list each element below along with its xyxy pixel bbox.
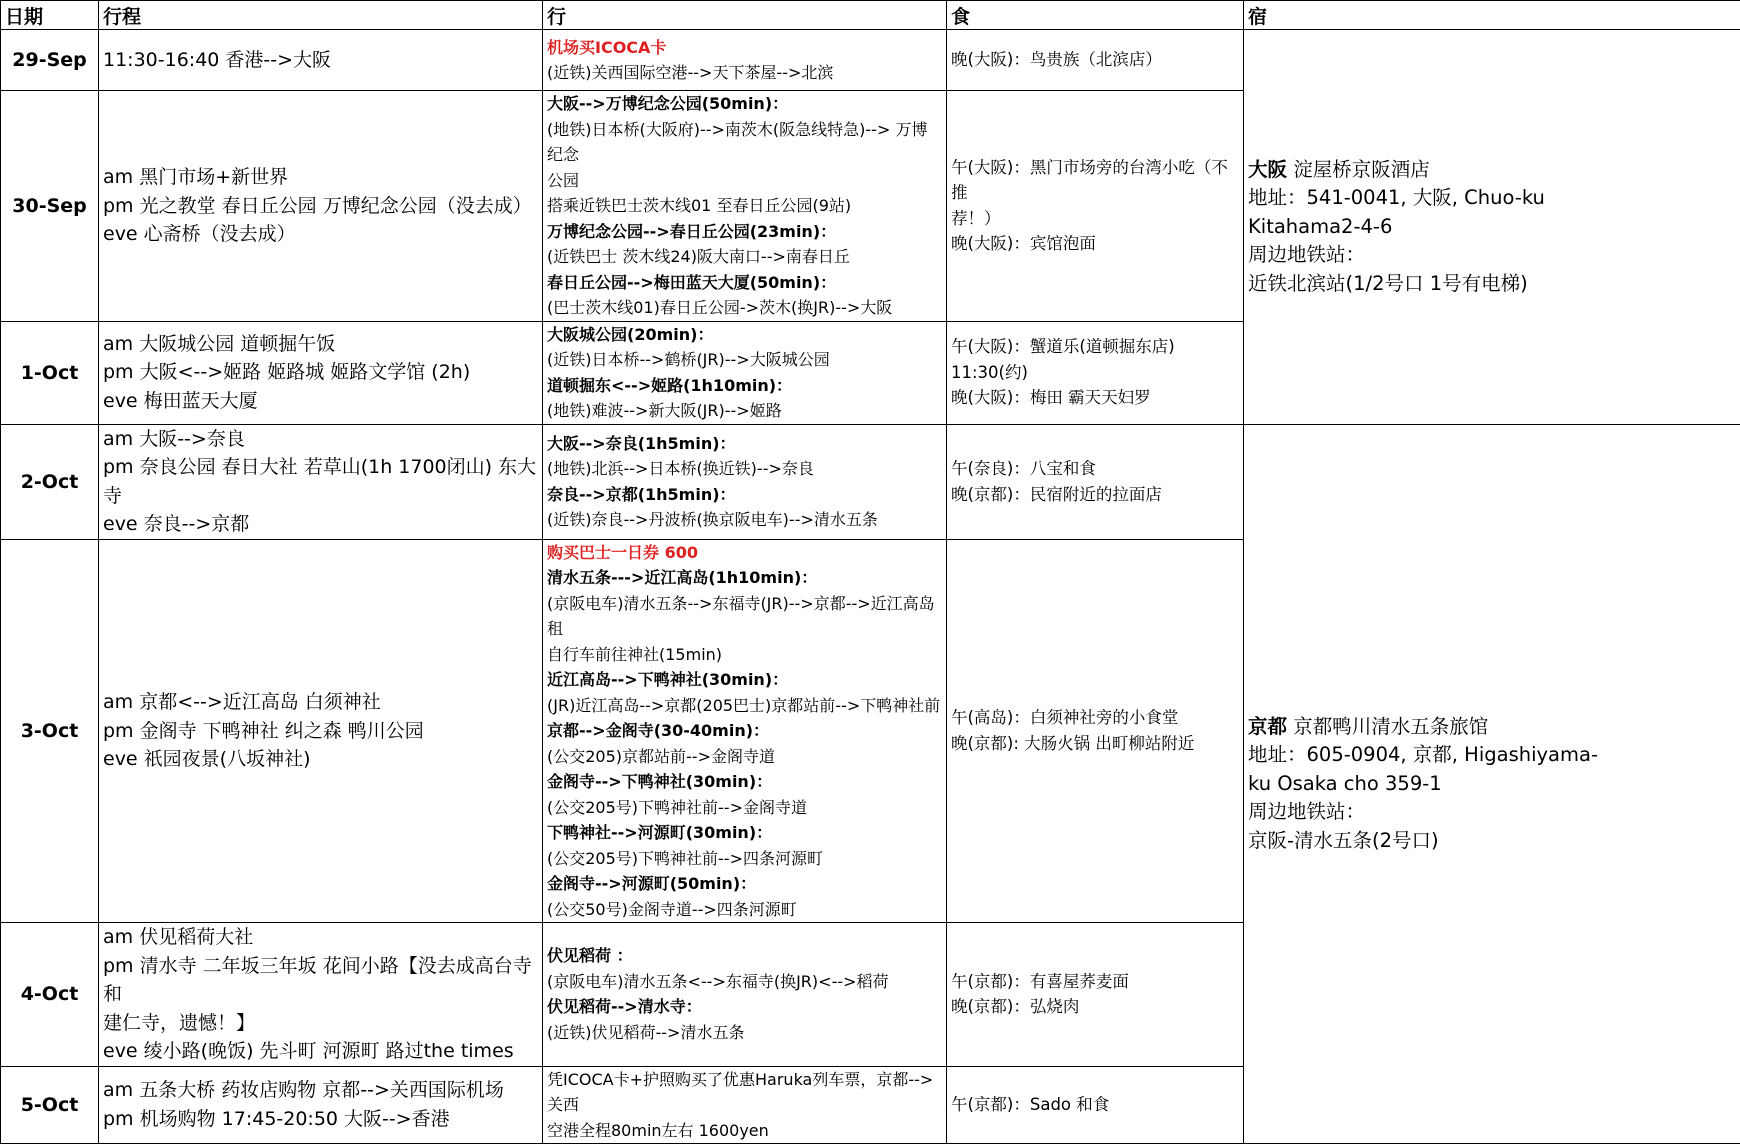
hotel-detail-line: 周边地铁站：: [1248, 241, 1736, 270]
route-heading: 道顿掘东<-->姬路(1h10min)：: [547, 373, 942, 399]
hotel-title: [1248, 156, 1736, 185]
route-detail: (地铁)难波-->新大阪(JR)-->姬路: [547, 398, 942, 424]
stay-cell-kyoto: [1244, 424, 1740, 1144]
transit-cell: [543, 30, 947, 91]
cell-line: pm 奈良公园 春日大社 若草山(1h 1700闭山) 东大寺: [103, 453, 538, 510]
route-detail: (近铁巴士 茨木线24)阪大南口-->南春日丘: [547, 244, 942, 270]
hotel-title: [1248, 713, 1736, 742]
table-row: [1, 424, 1740, 539]
route-detail: (京阪电车)清水五条<-->东福寺(换JR)<-->稻荷: [547, 969, 942, 995]
hotel-name: 京都鸭川清水五条旅馆: [1293, 715, 1488, 738]
hotel-detail-line: 地址：605-0904, 京都, Higashiyama-: [1248, 741, 1736, 770]
date-cell: 3-Oct: [1, 539, 99, 923]
plan-cell: [99, 321, 543, 424]
hotel-city: 京都: [1248, 715, 1287, 738]
cell-line: 晚(大阪)：鸟贵族（北滨店）: [951, 47, 1239, 73]
date-cell: 5-Oct: [1, 1066, 99, 1144]
cell-line: 晚(大阪)：梅田 霸天天妇罗: [951, 385, 1239, 411]
food-cell: [947, 30, 1244, 91]
food-cell: [947, 923, 1244, 1067]
route-detail: (地铁)日本桥(大阪府)-->南茨木(阪急线特急)--> 万博纪念: [547, 117, 942, 168]
transit-cell: [543, 91, 947, 322]
hotel-detail-line: ku Osaka cho 359-1: [1248, 770, 1736, 799]
cell-line: eve 心斋桥（没去成）: [103, 220, 538, 249]
highlight-note: 购买巴士一日券 600: [547, 540, 942, 566]
route-detail: (巴士茨木线01)春日丘公园->茨木(换JR)-->大阪: [547, 295, 942, 321]
plan-cell: [99, 91, 543, 322]
plan-cell: [99, 539, 543, 923]
food-cell: [947, 321, 1244, 424]
cell-line: eve 梅田蓝天大厦: [103, 387, 538, 416]
cell-line: 午(奈良)：八宝和食: [951, 456, 1239, 482]
route-heading: 伏见稻荷-->清水寺：: [547, 994, 942, 1020]
table-row: [1, 30, 1740, 91]
food-cell: [947, 1066, 1244, 1144]
food-cell: [947, 91, 1244, 322]
cell-line: 晚(京都): 大肠火锅 出町柳站附近: [951, 731, 1239, 757]
route-heading: 大阪-->奈良(1h5min)：: [547, 431, 942, 457]
route-heading: 金阁寺-->下鸭神社(30min)：: [547, 769, 942, 795]
route-detail: 自行车前往神社(15min): [547, 642, 942, 668]
hotel-name: 淀屋桥京阪酒店: [1293, 158, 1430, 181]
route-heading: 伏见稻荷 ：: [547, 943, 942, 969]
route-heading: 奈良-->京都(1h5min)：: [547, 482, 942, 508]
hotel-detail-line: 近铁北滨站(1/2号口 1号有电梯): [1248, 270, 1736, 299]
route-heading: 金阁寺-->河源町(50min)：: [547, 871, 942, 897]
cell-line: pm 大阪<-->姬路 姬路城 姬路文学馆 (2h): [103, 358, 538, 387]
hotel-city: 大阪: [1248, 158, 1287, 181]
route-detail: (京阪电车)清水五条-->东福寺(JR)-->京都-->近江高岛 租: [547, 591, 942, 642]
transit-cell: [543, 923, 947, 1067]
transit-cell: [543, 424, 947, 539]
route-heading: 大阪-->万博纪念公园(50min)：: [547, 91, 942, 117]
cell-line: 午(大阪)：蟹道乐(道顿掘东店) 11:30(约): [951, 334, 1239, 385]
cell-line: am 京都<-->近江高岛 白须神社: [103, 688, 538, 717]
cell-line: am 大阪-->奈良: [103, 425, 538, 454]
cell-line: pm 清水寺 二年坂三年坂 花间小路【没去成高台寺和: [103, 952, 538, 1009]
route-detail: (地铁)北浜-->日本桥(换近铁)-->奈良: [547, 456, 942, 482]
cell-line: 晚(京都)：弘烧肉: [951, 994, 1239, 1020]
cell-line: 午(京都)：Sado 和食: [951, 1092, 1239, 1118]
plan-cell: [99, 1066, 543, 1144]
header-food: 食: [947, 1, 1244, 30]
transit-cell: [543, 1066, 947, 1144]
cell-line: eve 奈良-->京都: [103, 510, 538, 539]
route-heading: 下鸭神社-->河源町(30min)：: [547, 820, 942, 846]
cell-line: pm 光之教堂 春日丘公园 万博纪念公园（没去成）: [103, 192, 538, 221]
route-detail: (近铁)伏见稻荷-->清水五条: [547, 1020, 942, 1046]
route-heading: 京都-->金阁寺(30-40min)：: [547, 718, 942, 744]
cell-line: 11:30-16:40 香港-->大阪: [103, 46, 538, 75]
header-stay: 宿: [1244, 1, 1740, 30]
cell-line: 午(大阪)：黑门市场旁的台湾小吃（不推: [951, 155, 1239, 206]
cell-line: 晚(大阪)：宾馆泡面: [951, 231, 1239, 257]
header-row: [1, 1, 1740, 30]
transit-cell: [543, 321, 947, 424]
food-cell: [947, 539, 1244, 923]
route-heading: 近江高岛-->下鸭神社(30min)：: [547, 667, 942, 693]
route-detail: 凭ICOCA卡+护照购买了优惠Haruka列车票，京都-->关西: [547, 1067, 942, 1118]
hotel-detail-line: 京阪-清水五条(2号口): [1248, 827, 1736, 856]
route-detail: (近铁)日本桥-->鹤桥(JR)-->大阪城公园: [547, 347, 942, 373]
transit-cell: [543, 539, 947, 923]
cell-line: pm 金阁寺 下鸭神社 纠之森 鸭川公园: [103, 717, 538, 746]
route-detail: 搭乘近铁巴士茨木线01 至春日丘公园(9站): [547, 193, 942, 219]
header-date: 日期: [1, 1, 99, 30]
route-heading: 万博纪念公园-->春日丘公园(23min)：: [547, 219, 942, 245]
route-detail: (公交205号)下鸭神社前-->金阁寺道: [547, 795, 942, 821]
date-cell: 30-Sep: [1, 91, 99, 322]
cell-line: pm 机场购物 17:45-20:50 大阪-->香港: [103, 1105, 538, 1134]
route-detail: 公园: [547, 168, 942, 194]
hotel-detail-line: 地址：541-0041, 大阪, Chuo-ku: [1248, 184, 1736, 213]
route-heading: 春日丘公园-->梅田蓝天大厦(50min)：: [547, 270, 942, 296]
highlight-note: 机场买ICOCA卡: [547, 35, 942, 61]
food-cell: [947, 424, 1244, 539]
route-detail: (近铁)奈良-->丹波桥(换京阪电车)-->清水五条: [547, 507, 942, 533]
cell-line: am 伏见稻荷大社: [103, 923, 538, 952]
cell-line: 午(京都)：有喜屋荞麦面: [951, 969, 1239, 995]
cell-line: am 大阪城公园 道顿掘午饭: [103, 330, 538, 359]
route-detail: 空港全程80min左右 1600yen: [547, 1118, 942, 1144]
cell-line: am 五条大桥 药妆店购物 京都-->关西国际机场: [103, 1076, 538, 1105]
route-detail: (JR)近江高岛-->京都(205巴士)京都站前-->下鸭神社前: [547, 693, 942, 719]
route-detail: (公交205号)下鸭神社前-->四条河源町: [547, 846, 942, 872]
route-heading: 清水五条--->近江高岛(1h10min)：: [547, 565, 942, 591]
hotel-detail-line: 周边地铁站：: [1248, 798, 1736, 827]
stay-cell-osaka: [1244, 30, 1740, 425]
hotel-detail-line: Kitahama2-4-6: [1248, 213, 1736, 242]
cell-line: am 黑门市场+新世界: [103, 163, 538, 192]
cell-line: 建仁寺，遗憾！】: [103, 1009, 538, 1038]
route-detail: (公交50号)金阁寺道-->四条河源町: [547, 897, 942, 923]
date-cell: 4-Oct: [1, 923, 99, 1067]
plan-cell: [99, 923, 543, 1067]
cell-line: 晚(京都)：民宿附近的拉面店: [951, 482, 1239, 508]
cell-line: 午(高岛)：白须神社旁的小食堂: [951, 705, 1239, 731]
date-cell: 29-Sep: [1, 30, 99, 91]
header-plan: 行程: [99, 1, 543, 30]
cell-line: eve 祇园夜景(八坂神社): [103, 745, 538, 774]
route-detail: (近铁)关西国际空港-->天下茶屋-->北滨: [547, 60, 942, 86]
header-transit: 行: [543, 1, 947, 30]
route-detail: (公交205)京都站前-->金阁寺道: [547, 744, 942, 770]
cell-line: 荐！）: [951, 206, 1239, 232]
route-heading: 大阪城公园(20min)：: [547, 322, 942, 348]
date-cell: 1-Oct: [1, 321, 99, 424]
plan-cell: [99, 30, 543, 91]
date-cell: 2-Oct: [1, 424, 99, 539]
cell-line: eve 绫小路(晚饭) 先斗町 河源町 路过the times: [103, 1037, 538, 1066]
plan-cell: [99, 424, 543, 539]
